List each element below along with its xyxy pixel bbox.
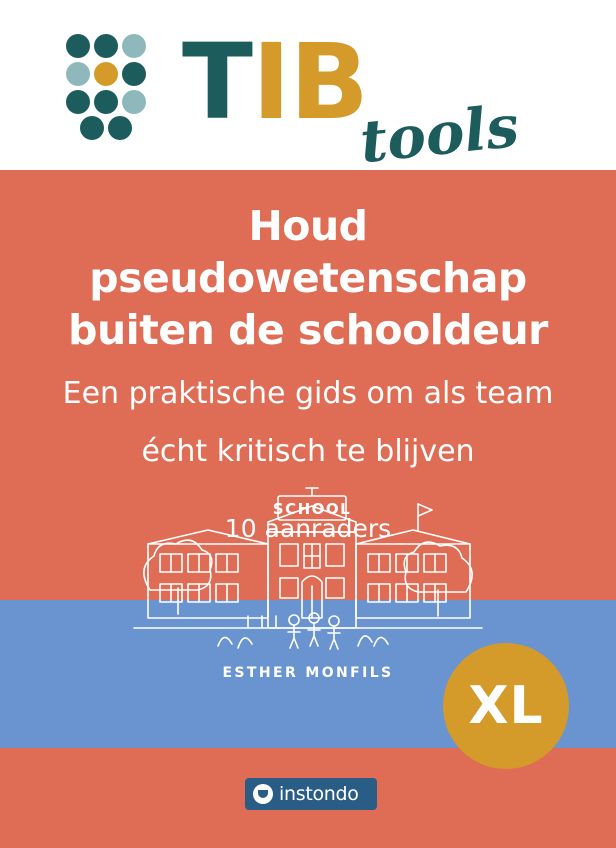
item-count-label: 10 aanraders xyxy=(224,514,392,543)
svg-text:SCHOOL: SCHOOL xyxy=(272,500,352,518)
logo-wordmark xyxy=(182,22,368,142)
logo-band xyxy=(0,0,616,177)
publisher-logo xyxy=(245,778,377,810)
page-title-line-1: Houd pseudowetenschap xyxy=(89,202,527,302)
dot-grid-icon xyxy=(66,34,174,142)
subtitle-line-2: écht kritisch te blijven xyxy=(141,434,475,469)
author-name: ESTHER MONFILS xyxy=(222,665,394,681)
page-title-line-2: buiten de schooldeur xyxy=(68,306,548,354)
publisher-name: instondo xyxy=(279,783,359,805)
owl-icon xyxy=(253,784,273,804)
tib-tools-logo xyxy=(60,18,560,177)
xl-badge: XL xyxy=(443,643,569,769)
logo-letter-i: I xyxy=(251,21,290,143)
school-building-illustration xyxy=(118,470,498,660)
logo-letter-b: B xyxy=(289,21,368,143)
logo-script-tools: tools xyxy=(356,91,522,177)
logo-letter-t: T xyxy=(182,21,252,143)
subtitle-line-1: Een praktische gids om als team xyxy=(62,376,554,411)
